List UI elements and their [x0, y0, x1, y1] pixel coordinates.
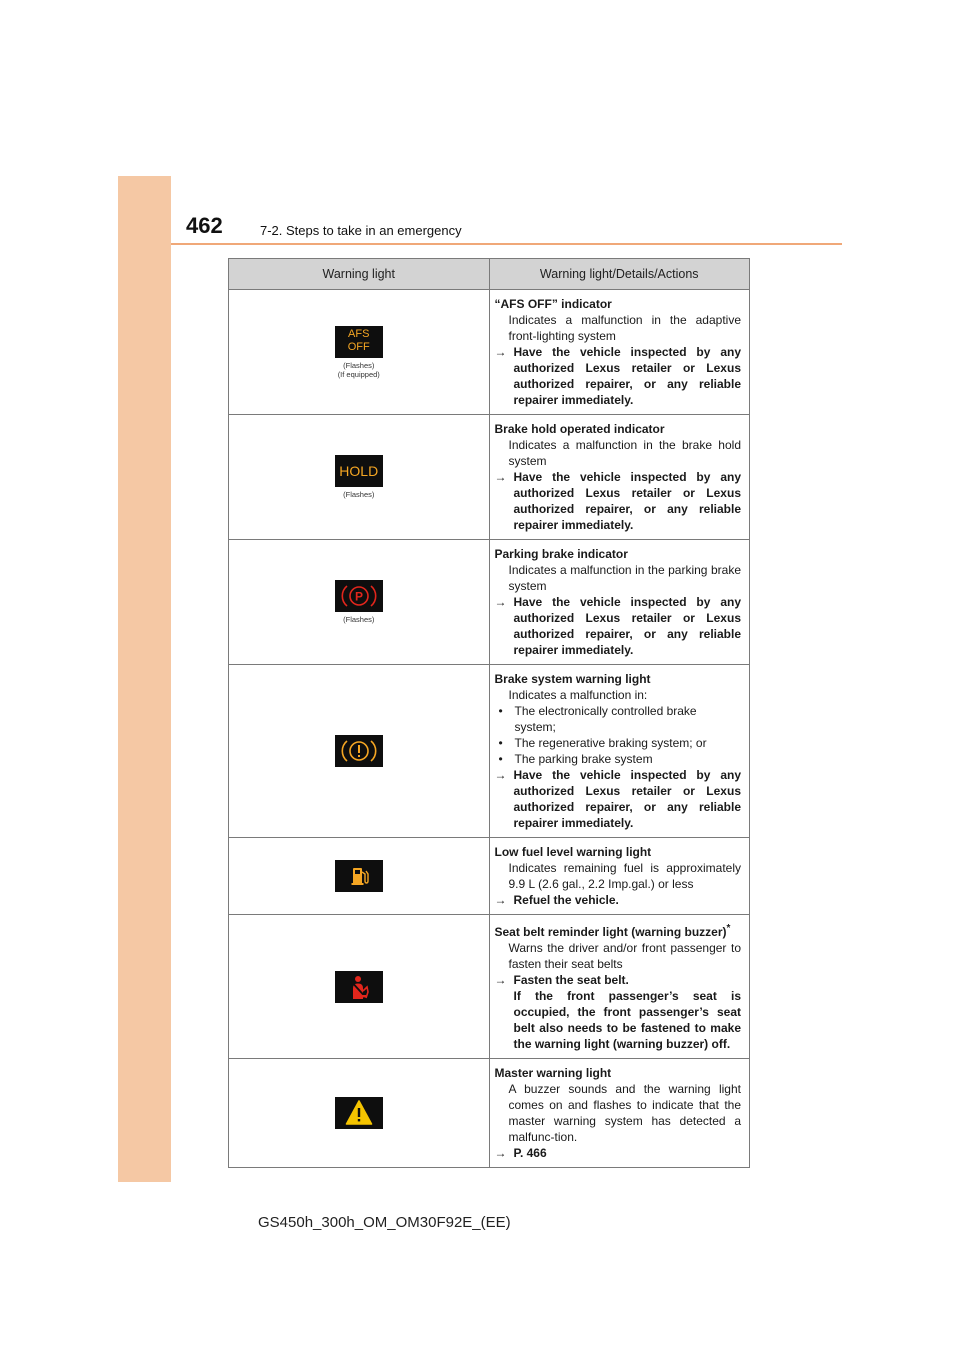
- seat-belt-reminder-icon: [335, 971, 383, 1003]
- light-description: Indicates a malfunction in the adaptive front-lighting system: [508, 313, 741, 343]
- light-action: [495, 972, 742, 988]
- action-text: Have the vehicle inspected by any authorized Lexus retailer or Lexus authorized repairer, or any reliable repairer immediately.: [513, 470, 741, 532]
- icon-cell: [229, 1059, 490, 1168]
- table-header-row: [229, 259, 750, 290]
- icon-cell: [229, 540, 490, 665]
- light-title: Brake system warning light: [494, 672, 651, 686]
- brake-system-warning-icon: [335, 735, 383, 767]
- arrow-icon: →: [494, 893, 507, 907]
- table-row: [229, 540, 750, 665]
- icon-cell: [229, 838, 490, 915]
- light-title: Master warning light: [494, 1066, 612, 1080]
- table-row: [229, 1059, 750, 1168]
- light-action: [495, 344, 742, 408]
- light-description: Warns the driver and/or front passenger to fasten their seat belts: [508, 941, 741, 971]
- arrow-icon: →: [494, 345, 507, 359]
- action-continuation: If the front passenger’s seat is occupied, the front passenger’s seat belt also needs to be fastened to make the warning light (warning buzzer) off.: [513, 989, 741, 1051]
- table-row: [229, 665, 750, 838]
- details-cell: [489, 838, 750, 915]
- light-title: Parking brake indicator: [494, 547, 628, 561]
- flashes-note: (Flashes): [343, 490, 375, 499]
- list-item: • The regenerative braking system; or: [495, 735, 742, 751]
- light-description: Indicates a malfunction in:: [508, 688, 648, 702]
- table-row: [229, 290, 750, 415]
- title-text: Seat belt reminder light (warning buzzer): [494, 925, 727, 939]
- details-cell: [489, 415, 750, 540]
- light-action: [495, 767, 742, 831]
- details-cell: [489, 1059, 750, 1168]
- col-header-warning-light: Warning light: [229, 259, 490, 290]
- details-cell: [489, 665, 750, 838]
- arrow-icon: →: [494, 973, 507, 987]
- action-text: Refuel the vehicle.: [513, 893, 619, 907]
- arrow-icon: →: [494, 470, 507, 484]
- light-description: A buzzer sounds and the warning light comes on and flashes to indicate that the master warning system has detected a malfunc-tion.: [508, 1082, 741, 1144]
- light-action: [495, 1145, 742, 1161]
- master-warning-icon: [335, 1097, 383, 1129]
- icon-cell: [229, 915, 490, 1059]
- light-description: Indicates a malfunction in the parking brake system: [508, 563, 741, 593]
- details-cell: [489, 915, 750, 1059]
- section-title: 7-2. Steps to take in an emergency: [260, 223, 462, 238]
- document-code: GS450h_300h_OM_OM30F92E_(EE): [258, 1214, 511, 1231]
- light-title: Brake hold operated indicator: [494, 422, 665, 436]
- footnote-mark: *: [726, 923, 731, 934]
- light-description: Indicates remaining fuel is approximately 9.9 L (2.6 gal., 2.2 Imp.gal.) or less: [508, 861, 741, 891]
- details-cell: [489, 540, 750, 665]
- parking-brake-indicator-icon: [335, 580, 383, 612]
- brake-hold-indicator-icon: [335, 455, 383, 487]
- light-title: [495, 921, 742, 940]
- low-fuel-warning-icon: [335, 860, 383, 892]
- afs-off-indicator-icon: [335, 326, 383, 358]
- details-cell: [489, 290, 750, 415]
- icon-cell: [229, 665, 490, 838]
- arrow-icon: →: [494, 595, 507, 609]
- action-text: Have the vehicle inspected by any authorized Lexus retailer or Lexus authorized repairer, or any reliable repairer immediately.: [513, 345, 741, 407]
- action-text: Fasten the seat belt.: [513, 973, 629, 987]
- light-description: Indicates a malfunction in the brake hold system: [508, 438, 741, 468]
- flashes-note: (Flashes): [343, 360, 375, 370]
- arrow-icon: →: [494, 768, 507, 782]
- arrow-icon: →: [494, 1146, 507, 1160]
- action-text: Have the vehicle inspected by any authorized Lexus retailer or Lexus authorized repairer, or any reliable repairer immediately.: [513, 595, 741, 657]
- light-title: “AFS OFF” indicator: [494, 297, 612, 311]
- page-reference: P. 466: [513, 1146, 547, 1160]
- hold-icon-text: HOLD: [339, 463, 379, 479]
- header-rule: [171, 243, 842, 245]
- col-header-details: Warning light/Details/Actions: [489, 259, 750, 290]
- page-number: 462: [186, 213, 223, 238]
- list-item: • The parking brake system: [495, 751, 742, 767]
- light-action: [495, 469, 742, 533]
- light-action: [495, 892, 742, 908]
- table-row: [229, 915, 750, 1059]
- warning-light-table: [228, 258, 750, 1168]
- table-row: [229, 838, 750, 915]
- afs-off-icon-line-1: AFS: [348, 327, 370, 340]
- if-equipped-note: (If equipped): [337, 369, 380, 379]
- icon-cell: [229, 290, 490, 415]
- list-item: • The electronically controlled brake system;: [495, 703, 742, 735]
- afs-off-icon-line-2: OFF: [347, 340, 370, 353]
- action-text: Have the vehicle inspected by any authorized Lexus retailer or Lexus authorized repairer, or any reliable repairer immediately.: [513, 768, 741, 830]
- table-row: [229, 415, 750, 540]
- light-action: [495, 594, 742, 658]
- side-tab-band: [118, 176, 171, 1182]
- flashes-note: (Flashes): [343, 615, 375, 624]
- light-title: Low fuel level warning light: [494, 845, 652, 859]
- icon-cell: [229, 415, 490, 540]
- svg-text:P: P: [354, 589, 363, 604]
